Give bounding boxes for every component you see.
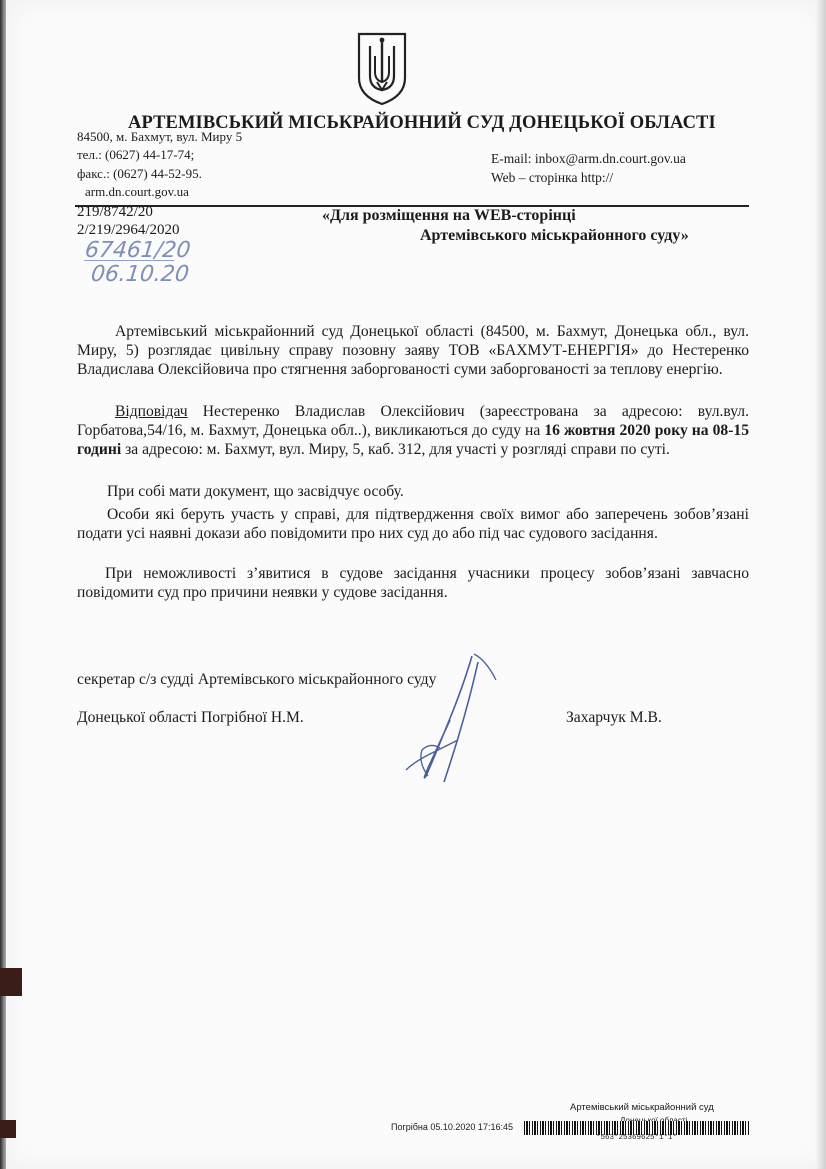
paragraph-summons — [77, 402, 749, 459]
court-name-heading: АРТЕМІВСЬКИЙ МІСЬКРАЙОННИЙ СУД ДОНЕЦЬКОЇ ОБЛАСТІ — [128, 113, 716, 133]
secretary-title: секретар с/з судді Артемівського міськрайонного суду — [77, 671, 437, 688]
signer-name: Захарчук М.В. — [566, 709, 662, 726]
paragraph-evidence: Особи які беруть участь у справі, для підтвердження своїх вимог або заперечень зобов’язані подати усі наявні докази або повідомити про них суд до або під час судового засідання. — [77, 506, 749, 542]
secretary-name: Донецької області Погрібної Н.М. — [77, 709, 304, 726]
court-web-page: Web – сторінка http:// — [491, 170, 614, 185]
stamp-date-line: Погрібна 05.10.2020 17:16:45 — [391, 1122, 513, 1132]
defendant-label: Відповідач — [115, 403, 188, 420]
barcode-number: *563*25369625*1*1* — [596, 1134, 678, 1142]
handwritten-underline — [84, 260, 174, 261]
paragraph-id-document: При собі мати документ, що засвідчує особу. — [107, 483, 404, 500]
scan-mark — [0, 1120, 16, 1138]
proceeding-number: 2/219/2964/2020 — [77, 222, 180, 238]
paragraph-absence: При неможливості з’явитися в судове засідання учасники процесу зобов’язані завчасно повідомити суд про причини неявки у судове засідання. — [77, 565, 749, 601]
scan-mark — [0, 968, 22, 996]
court-address: 84500, м. Бахмут, вул. Миру 5 — [77, 129, 243, 144]
case-number: 219/8742/20 — [77, 204, 153, 220]
barcode — [524, 1121, 750, 1135]
court-phone: тел.: (0627) 44-17-74; — [77, 147, 195, 162]
notice-heading-line1: «Для розміщення на WEB-сторінці — [322, 207, 576, 224]
court-fax: факс.: (0627) 44-52-95. — [77, 166, 202, 181]
handwritten-signature — [400, 650, 510, 790]
summons-address: за адресою: м. Бахмут, вул. Миру, 5, каб. 312, для участі у розгляді справи по суті. — [121, 441, 670, 458]
hearing-date: 16 жовтня 2020 року на 08-15 годині — [77, 422, 750, 458]
handwritten-date: 06.10.20 — [89, 262, 191, 287]
handwritten-incoming-number: 67461/20 — [83, 238, 192, 263]
stamp-court-name: Артемівський міськрайонний суд — [570, 1102, 714, 1113]
paragraph-case: Артемівський міськрайонний суд Донецької області (84500, м. Бахмут, Донецька обл., вул. Миру, 5) розглядає цивільну справу позовну заяву ТОВ «БАХМУТ-ЕНЕРГІЯ» до Нестеренко Владислава Олексійовича про стягнення заборгованості суми заборгованості за теплову енергію. — [77, 323, 749, 378]
notice-heading-line2: Артемівського міськрайонного суду» — [420, 227, 689, 244]
coat-of-arms-icon — [355, 30, 409, 106]
court-website: arm.dn.court.gov.ua — [85, 184, 189, 199]
court-email: E-mail: inbox@arm.dn.court.gov.ua — [491, 151, 686, 166]
summons-text: Нестеренко Владислав Олексійович (зареєстрована за адресою: вул.вул. Горбатова,54/16, м. Бахмут, Донецька обл..), викликаються до суду на — [77, 403, 749, 439]
